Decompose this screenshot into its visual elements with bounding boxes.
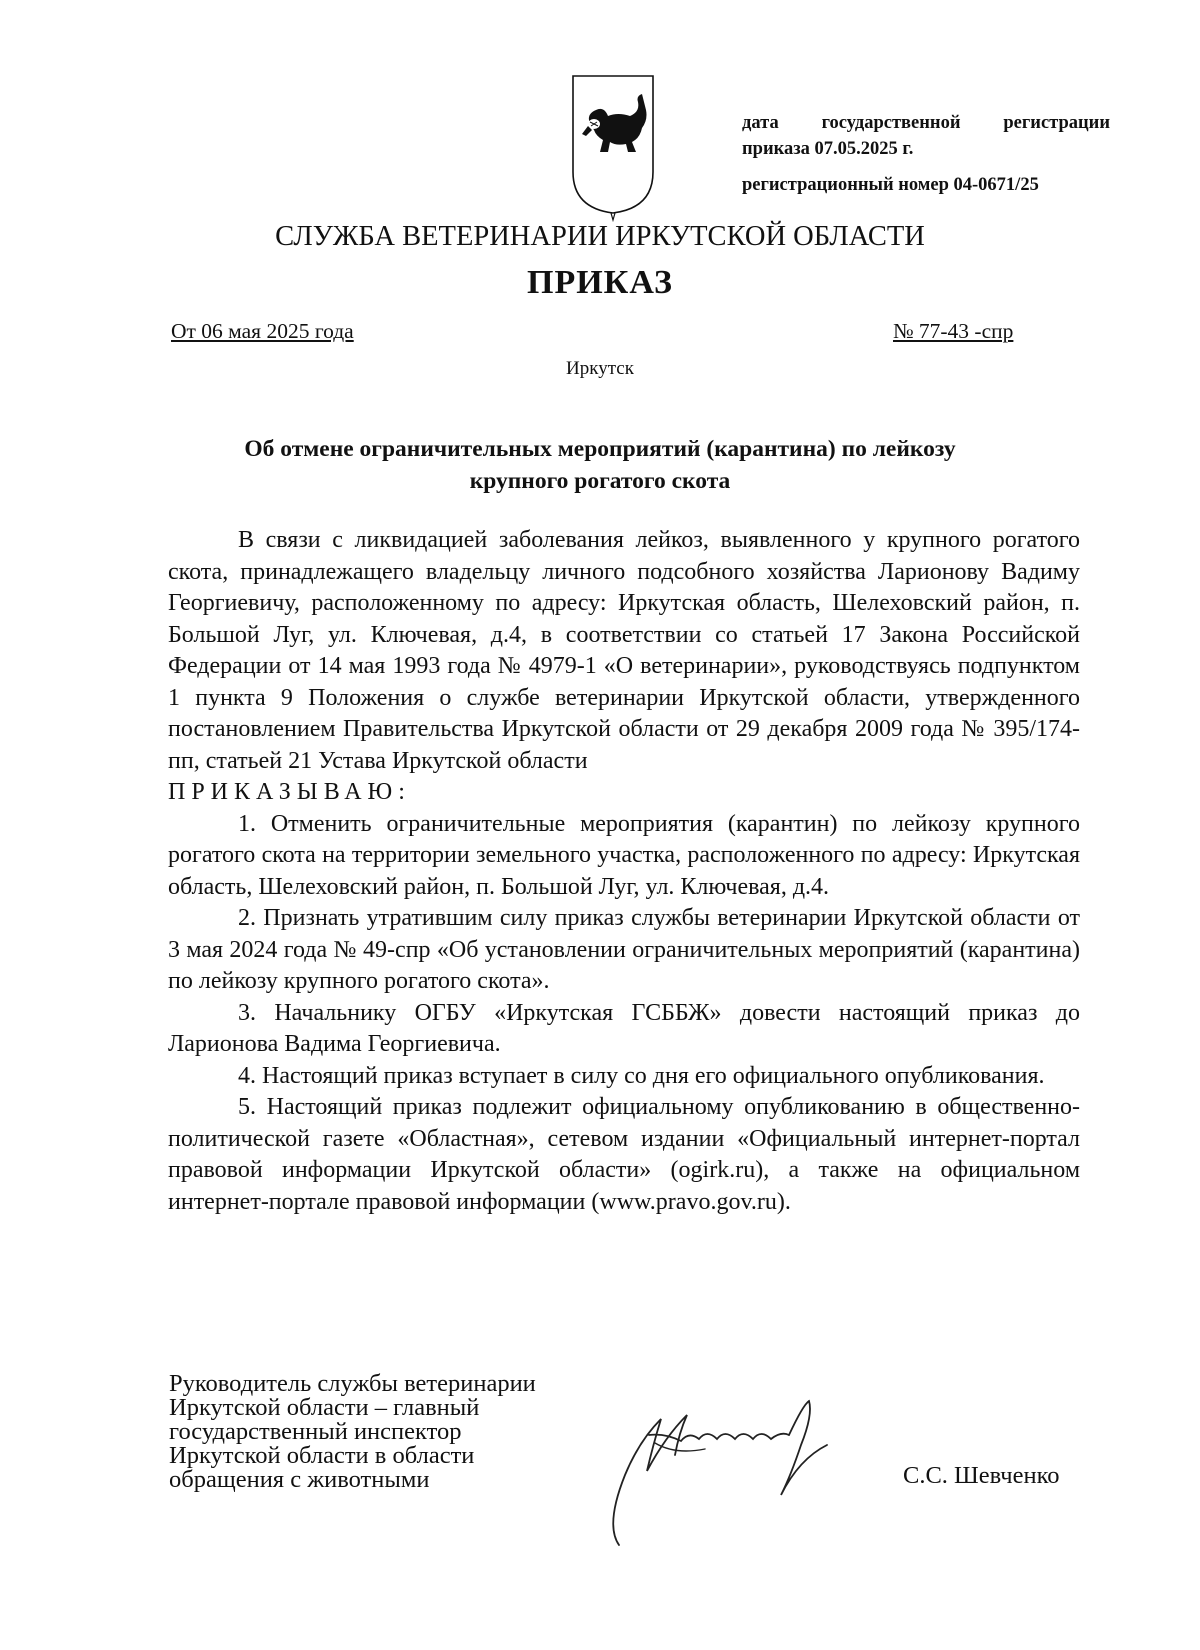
document-subject xyxy=(0,433,1200,497)
document-city: Иркутск xyxy=(566,358,634,379)
signer-position-line: Иркутской области в области xyxy=(169,1442,475,1469)
order-item: 5. Настоящий приказ подлежит официальному опубликованию в общественно-политической газете «Областная», сетевом издании «Официальный интернет-портал правовой информации Иркутской области» (ogirk.ru), а также на официальном интернет-портале правовой информации (www.pravo.gov.ru). xyxy=(168,1094,1080,1215)
signer-position-line: обращения с животными xyxy=(169,1466,430,1493)
document-body xyxy=(168,525,1080,1218)
registration-number: регистрационный номер 04-0671/25 xyxy=(742,175,1039,195)
signer-position-line: Иркутской области – главный xyxy=(169,1394,480,1421)
signer-position-line: государственный инспектор xyxy=(169,1418,462,1445)
subject-line: Об отмене ограничительных мероприятий (карантина) по лейкозу xyxy=(244,436,956,462)
order-item: 1. Отменить ограничительные мероприятия (карантин) по лейкозу крупного рогатого скота на территории земельного участка, расположенного по адресу: Иркутская область, Шелеховский район, п. Большой Луг, ул. Ключевая, д.4. xyxy=(168,810,1080,900)
preamble-paragraph: В связи с ликвидацией заболевания лейкоз, выявленного у крупного рогатого скота, принадлежащего владельцу личного подсобного хозяйства Ларионову Вадиму Георгиевичу, расположенному по адресу: Иркутская область, Шелеховский район, п. Большой Луг, ул. Ключевая, д.4, в соответствии со статьей 17 Закона Российской Федерации от 14 мая 1993 года № 4979-1 «О ветеринарии», руководствуясь подпунктом 1 пункта 9 Положения о службе ветеринарии Иркутской области, утвержденного постановлением Правительства Иркутской области от 29 декабря 2009 года № 395/174-пп, статьей 21 Устава Иркутской области xyxy=(168,527,1080,774)
document-number: № 77-43 -спр xyxy=(893,319,1014,343)
signer-name: С.С. Шевченко xyxy=(903,1462,1060,1489)
order-item: 4. Настоящий приказ вступает в силу со дня его официального опубликования. xyxy=(238,1062,1045,1089)
subject-line: крупного рогатого скота xyxy=(469,468,731,494)
agency-name: СЛУЖБА ВЕТЕРИНАРИИ ИРКУТСКОЙ ОБЛАСТИ xyxy=(275,221,925,252)
signer-position xyxy=(169,1372,536,1492)
handwritten-signature xyxy=(595,1375,855,1550)
document-date: От 06 мая 2025 года xyxy=(171,319,354,343)
registration-date-value: приказа 07.05.2025 г. xyxy=(742,139,914,159)
registration-date-label: дата государственной регистрации xyxy=(742,113,1110,133)
irkutsk-coat-of-arms-icon xyxy=(570,72,656,222)
signer-position-line: Руководитель службы ветеринарии xyxy=(169,1370,536,1397)
document-title: ПРИКАЗ xyxy=(527,264,673,301)
decree-word: ПРИКАЗЫВАЮ: xyxy=(168,779,411,805)
order-item: 2. Признать утратившим силу приказ службы ветеринарии Иркутской области от 3 мая 2024 года № 49-спр «Об установлении ограничительных мероприятий (карантина) по лейкозу крупного рогатого скота». xyxy=(168,905,1080,994)
registration-block xyxy=(742,110,1110,198)
order-item: 3. Начальнику ОГБУ «Иркутская ГСББЖ» довести настоящий приказ до Ларионова Вадима Георгиевича. xyxy=(168,999,1080,1057)
